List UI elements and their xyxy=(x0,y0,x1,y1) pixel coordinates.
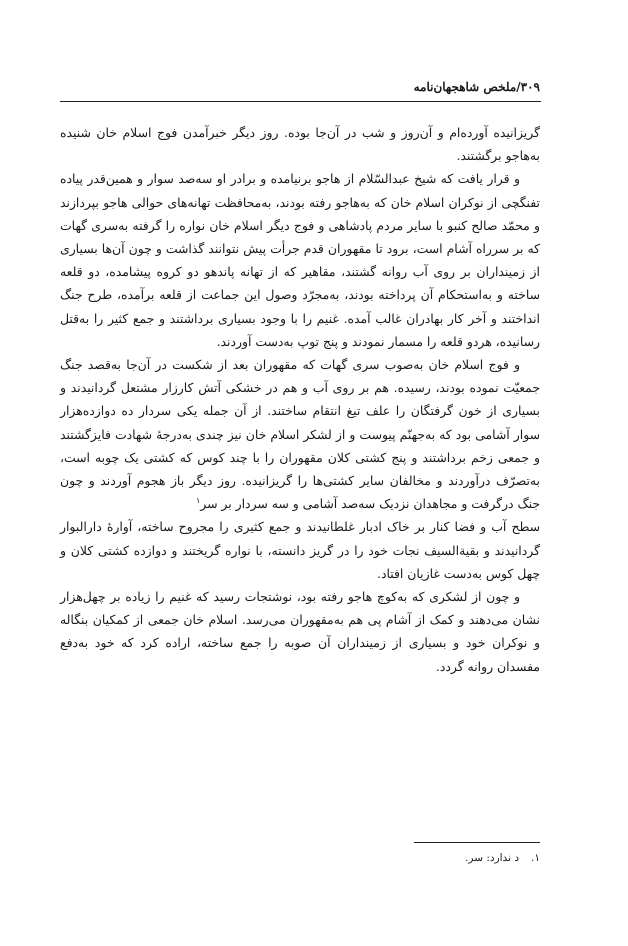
paragraph: سطح آب و فضا کنار بر خاک ادبار غلطانیدند و جمع کثیری را مجروح ساخته، آوارهٔ دارالبوار گردانیدند و بقیةالسیف نجات خود را در گریز دانسته، با نواره گریختند و دوازده کشتی کلان و چهل کوس به‌دست غازیان افتاد. xyxy=(60,519,540,581)
footnote-text: د ندارد: سر. xyxy=(465,852,520,864)
footnote-rule xyxy=(414,842,540,843)
footnote-number: ۱. xyxy=(531,852,540,864)
paragraph: گریزانیده آورده‌ام و آن‌روز و شب در آن‌جا بوده. روز دیگر خبرآمدن فوج اسلام خان شنیده به‌هاجو برگشتند. xyxy=(60,125,540,164)
footnote-marker[interactable]: ۱ xyxy=(195,496,201,506)
running-head: ۳۰۹/ملخص شاهجهان‌نامه xyxy=(413,80,540,94)
header-rule xyxy=(60,101,541,102)
paragraph xyxy=(60,353,540,515)
paragraph: و قرار یافت که شیخ عبدالسّلام از هاجو برنیامده و برادر او سه‌صد سوار و همین‌قدر پیاده تفنگچی از نوکران اسلام خان که به‌هاجو رفته بودند، به‌محافظت تهانه‌های حوالی هاجو بپردازند و محمّد صالح کنبو با سایر مردم پادشاهی و فوج دیگر اسلام خان نواره را گرفته به‌سری گهات که بر سرراه آشام است، برود تا مقهوران قدم جرأت پیش نتوانند گذاشت و چون آن‌ها بسیاری از زمینداران بر روی آب روانه گشتند، مقاهیر که از تهانه پاندهو دو کروه پیشامده، دو قلعه ساخته و به‌استحکام آن پرداخته بودند، به‌مجرّد وصول این جماعت از قلعه برآمده، طرح جنگ انداختند و آخر کار بهادران غالب آمده. غنیم را با وجود بسیاری برداشتند و جمع کثیر را به‌قتل رسانیده، هردو قلعه را مسمار نمودند و پنج توپ به‌دست آوردند. xyxy=(60,171,540,349)
footnote xyxy=(300,850,540,866)
body-text xyxy=(60,121,540,678)
paragraph-text: و فوج اسلام خان به‌صوب سری گهات که مقهوران بعد از شکست در آن‌جا به‌قصد جنگ جمعیّت نموده بودند، رسیده. هم بر روی آب و هم در خشکی آتش کارزار مشتعل گردانیدند و بسیاری از خون گرفتگان را علف تیغ انتقام ساختند. از آن جمله یکی سردار ده دوازده‌هزار سوار آشامی بود که به‌جهنّم پیوست و از لشکر اسلام خان نیز چندی به‌درجهٔ شهادت فایزگشتند و جمعی زخم برداشتند و پنج کشتی کلان مقهوران را با چند کوس که کشتی یک چوبه است، به‌تصرّف درآوردند و مخالفان سایر کشتی‌ها را گریزانیده. روز دیگر باز هجوم آوردند و چون جنگ درگرفت و مجاهدان نزدیک سه‌صد آشامی و سه سردار بر سر xyxy=(60,357,540,512)
paragraph: و چون از لشکری که به‌کوچ هاجو رفته بود، نوشتجات رسید که غنیم را زیاده بر چهل‌هزار نشان می‌دهند و کمک از آشام پی هم به‌مقهوران می‌رسد. اسلام خان جمعی از کمکیان بنگاله و نوکران خود و بسیاری از زمینداران آن صوبه را جمع ساخته، اراده کرد که خود به‌دفع مفسدان روانه گردد. xyxy=(60,589,540,674)
